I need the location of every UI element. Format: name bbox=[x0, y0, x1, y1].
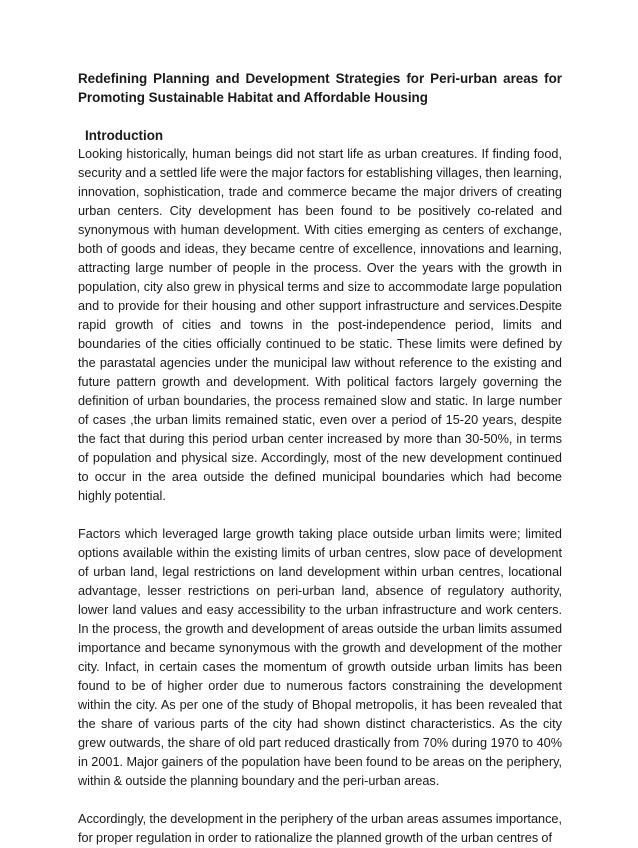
paragraph: Looking historically, human beings did not start life as urban creatures. If finding food, security and a settled life were the major factors for establishing villages, then learning, innovation, sophistication, trade and commerce became the major drivers of creating urban centers. City development has been found to be positively co-related and synonymous with human development. With cities emerging as centers of exchange, both of goods and ideas, they became centre of excellence, innovations and learning, attracting large number of people in the process. Over the years with the growth in population, city also grew in physical terms and size to accommodate large population and to provide for their housing and other support infrastructure and services.Despite rapid growth of cities and towns in the post-independence period, limits and boundaries of the cities officially continued to be static. These limits were defined by the parastatal agencies under the municipal law without reference to the existing and future pattern growth and development. With political factors largely governing the definition of urban boundaries, the process remained slow and static. In large number of cases ,the urban limits remained static, even over a period of 15-20 years, despite the fact that during this period urban center increased by more than 30-50%, in terms of population and physical size. Accordingly, most of the new development continued to occur in the area outside the defined municipal boundaries which had become highly potential. bbox=[78, 147, 562, 503]
paragraph: Factors which leveraged large growth taking place outside urban limits were; limited options available within the existing limits of urban centres, slow pace of development of urban land, legal restrictions on land development within urban centres, locational advantage, lesser restrictions on peri-urban land, absence of regulatory authority, lower land values and easy accessibility to the urban infrastructure and work centers. In the process, the growth and development of areas outside the urban limits assumed importance and became synonymous with the growth and development of the mother city. Infact, in certain cases the momentum of growth outside urban limits has been found to be of higher order due to numerous factors constraining the development within the city. As per one of the study of Bhopal metropolis, it has been revealed that the share of various parts of the city had shown distinct characteristics. As the city grew outwards, the share of old part reduced drastically from 70% during 1970 to 40% in 2001. Major gainers of the population have been found to be areas on the periphery, within & outside the planning boundary and the peri-urban areas. bbox=[78, 527, 562, 788]
section-heading: Introduction bbox=[85, 128, 164, 143]
document-title: Redefining Planning and Development Strategies for Peri-urban areas for Promoting Sustainable Habitat and Affordable Housing bbox=[78, 71, 562, 105]
paragraph: Accordingly, the development in the periphery of the urban areas assumes importance, for proper regulation in order to rationalize the planned growth of the urban centres of bbox=[78, 812, 562, 845]
document-body bbox=[78, 69, 562, 848]
